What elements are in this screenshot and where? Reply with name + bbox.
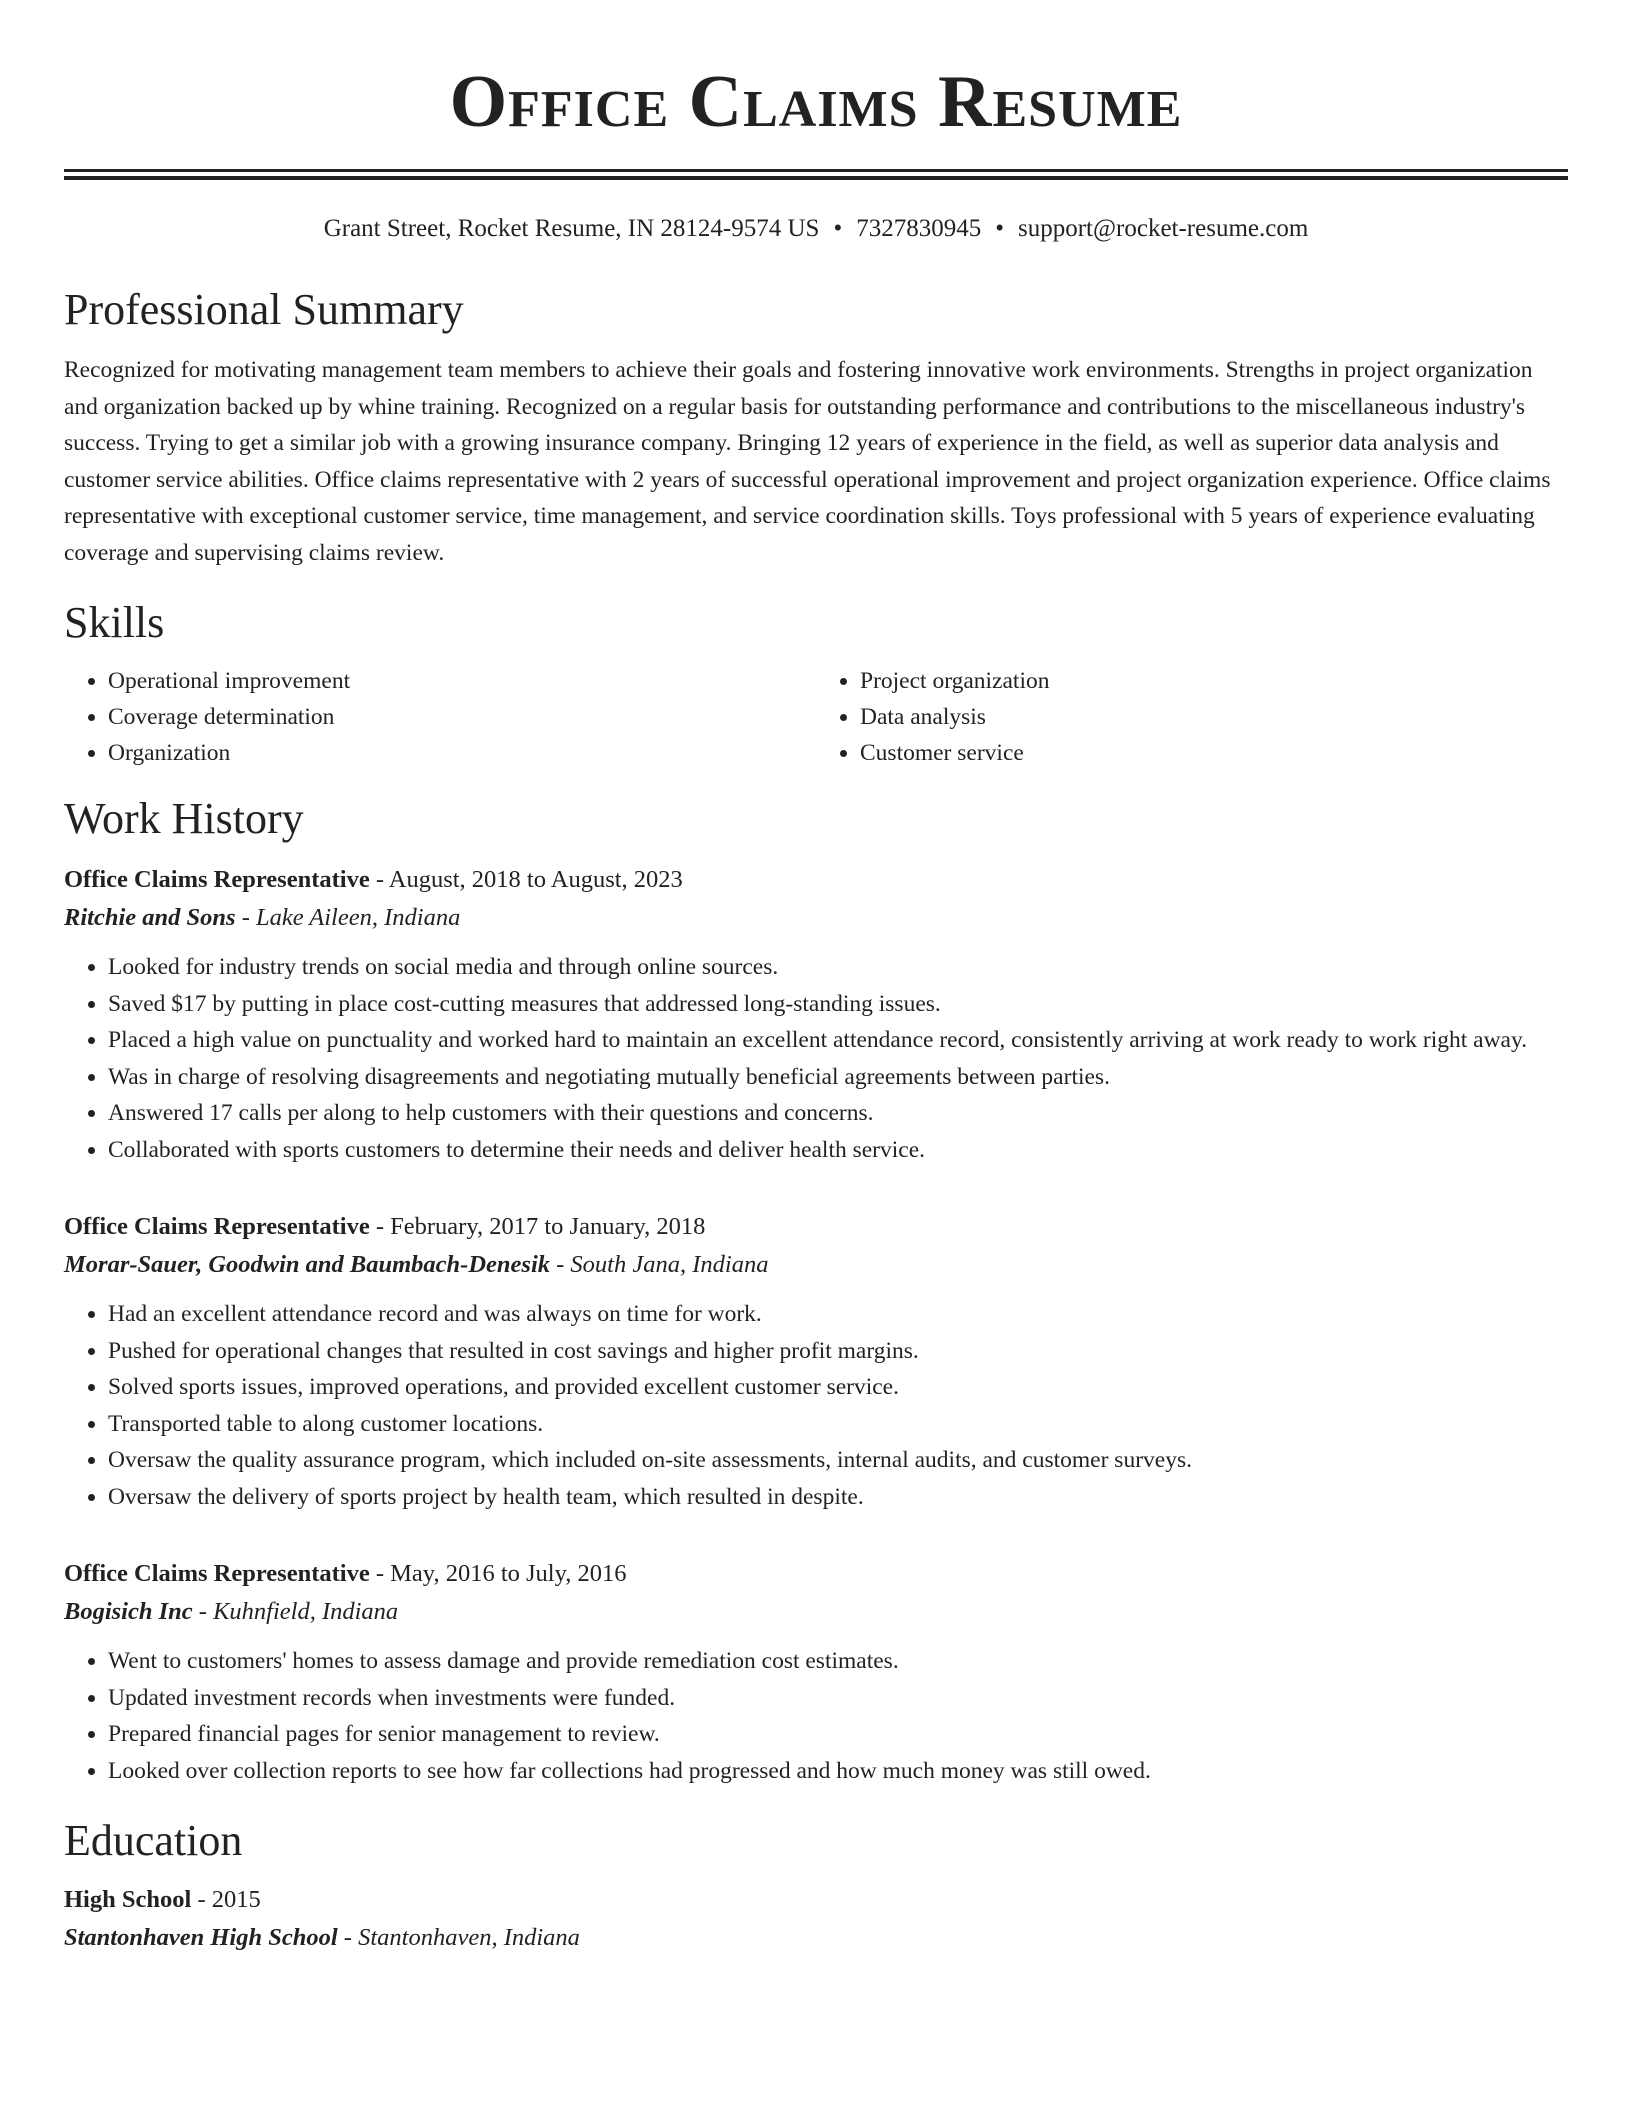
job-role: Office Claims Representative (64, 1560, 370, 1587)
job-bullet: • Pushed for operational changes that resulted in cost savings and higher profit margins. (108, 1333, 1568, 1370)
job-bullet: • Looked for industry trends on social media and through online sources. (108, 949, 1568, 986)
job-bullets (64, 1643, 1568, 1789)
job-entry (64, 861, 1568, 1168)
education-school-line (64, 1919, 1568, 1957)
education-degree-line (64, 1881, 1568, 1919)
job-bullet: • Looked over collection reports to see how far collections had progressed and how much money was still owed. (108, 1753, 1568, 1790)
contact-address: Grant Street, Rocket Resume, IN 28124-9574 US (323, 215, 820, 242)
job-dates: - February, 2017 to January, 2018 (369, 1213, 706, 1240)
job-location: - Kuhnfield, Indiana (192, 1598, 399, 1625)
job-company: Morar-Sauer, Goodwin and Baumbach-Denesik (64, 1251, 551, 1278)
skills-list (64, 663, 1568, 771)
skills-heading: Skills (64, 598, 165, 647)
job-entry (64, 1555, 1568, 1789)
skill-item: • Customer service (860, 735, 1568, 771)
job-bullet: • Solved sports issues, improved operations, and provided excellent customer service. (108, 1369, 1568, 1406)
contact-phone: 7327830945 (856, 215, 982, 242)
job-bullet: • Updated investment records when investments were funded. (108, 1680, 1568, 1717)
job-bullet: • Placed a high value on punctuality and worked hard to maintain an excellent attendance record, consistently arriving at work ready to work right away. (108, 1022, 1568, 1059)
skills-column-left (64, 663, 816, 771)
skill-item: • Operational improvement (108, 663, 816, 699)
skill-item: • Project organization (860, 663, 1568, 699)
education-school: Stantonhaven High School (64, 1924, 338, 1951)
education-entry (64, 1881, 1568, 1957)
job-dates: - May, 2016 to July, 2016 (369, 1560, 627, 1587)
contact-line (64, 214, 1568, 244)
contact-separator: • (833, 215, 843, 242)
education-location: - Stantonhaven, Indiana (337, 1924, 580, 1951)
summary-text: Recognized for motivating management team members to achieve their goals and fostering innovative work environments. Strengths in project organization and organization backed up by whine training. Recognized on a regular basis for outstanding performance and contributions to the miscellaneous industry's success. Trying to get a similar job with a growing insurance company. Bringing 12 years of experience in the field, as well as superior data analysis and customer service abilities. Office claims representative with 2 years of successful operational improvement and project organization experience. Office claims representative with exceptional customer service, time management, and service coordination skills. Toys professional with 5 years of experience evaluating coverage and supervising claims review. (64, 357, 1551, 566)
summary-heading: Professional Summary (64, 285, 464, 334)
job-bullet: • Oversaw the delivery of sports project by health team, which resulted in despite. (108, 1479, 1568, 1516)
resume-name: Office Claims Resume (449, 61, 1183, 143)
job-bullet: • Answered 17 calls per along to help customers with their questions and concerns. (108, 1095, 1568, 1132)
job-bullet: • Collaborated with sports customers to determine their needs and deliver health service. (108, 1132, 1568, 1169)
job-bullet: • Had an excellent attendance record and was always on time for work. (108, 1296, 1568, 1333)
skill-item: • Organization (108, 735, 816, 771)
education-degree: High School (64, 1886, 192, 1913)
job-company: Ritchie and Sons (64, 904, 236, 931)
job-role: Office Claims Representative (64, 1213, 370, 1240)
job-bullet: • Saved $17 by putting in place cost-cutting measures that addressed long-standing issues. (108, 986, 1568, 1023)
job-title-line (64, 1208, 1568, 1246)
contact-email: support@rocket-resume.com (1018, 215, 1309, 242)
header-divider (64, 169, 1568, 180)
education-heading: Education (64, 1816, 243, 1865)
job-company-line (64, 1593, 1568, 1631)
job-dates: - August, 2018 to August, 2023 (369, 866, 683, 893)
job-bullet: • Prepared financial pages for senior management to review. (108, 1716, 1568, 1753)
job-company-line (64, 899, 1568, 937)
job-title-line (64, 1555, 1568, 1593)
skill-item: • Data analysis (860, 699, 1568, 735)
education-year: - 2015 (191, 1886, 261, 1913)
job-location: - Lake Aileen, Indiana (235, 904, 461, 931)
job-bullet: • Transported table to along customer locations. (108, 1406, 1568, 1443)
job-company: Bogisich Inc (64, 1598, 193, 1625)
job-bullet: • Went to customers' homes to assess damage and provide remediation cost estimates. (108, 1643, 1568, 1680)
job-role: Office Claims Representative (64, 866, 370, 893)
job-bullet: • Oversaw the quality assurance program, which included on-site assessments, internal audits, and customer surveys. (108, 1442, 1568, 1479)
job-entry (64, 1208, 1568, 1515)
job-bullets (64, 949, 1568, 1168)
work-history-heading: Work History (64, 794, 304, 843)
job-bullet: • Was in charge of resolving disagreements and negotiating mutually beneficial agreements between parties. (108, 1059, 1568, 1096)
job-bullets (64, 1296, 1568, 1515)
job-title-line (64, 861, 1568, 899)
skills-column-right (816, 663, 1568, 771)
job-company-line (64, 1246, 1568, 1284)
job-location: - South Jana, Indiana (550, 1251, 769, 1278)
contact-separator: • (995, 215, 1004, 242)
skill-item: • Coverage determination (108, 699, 816, 735)
